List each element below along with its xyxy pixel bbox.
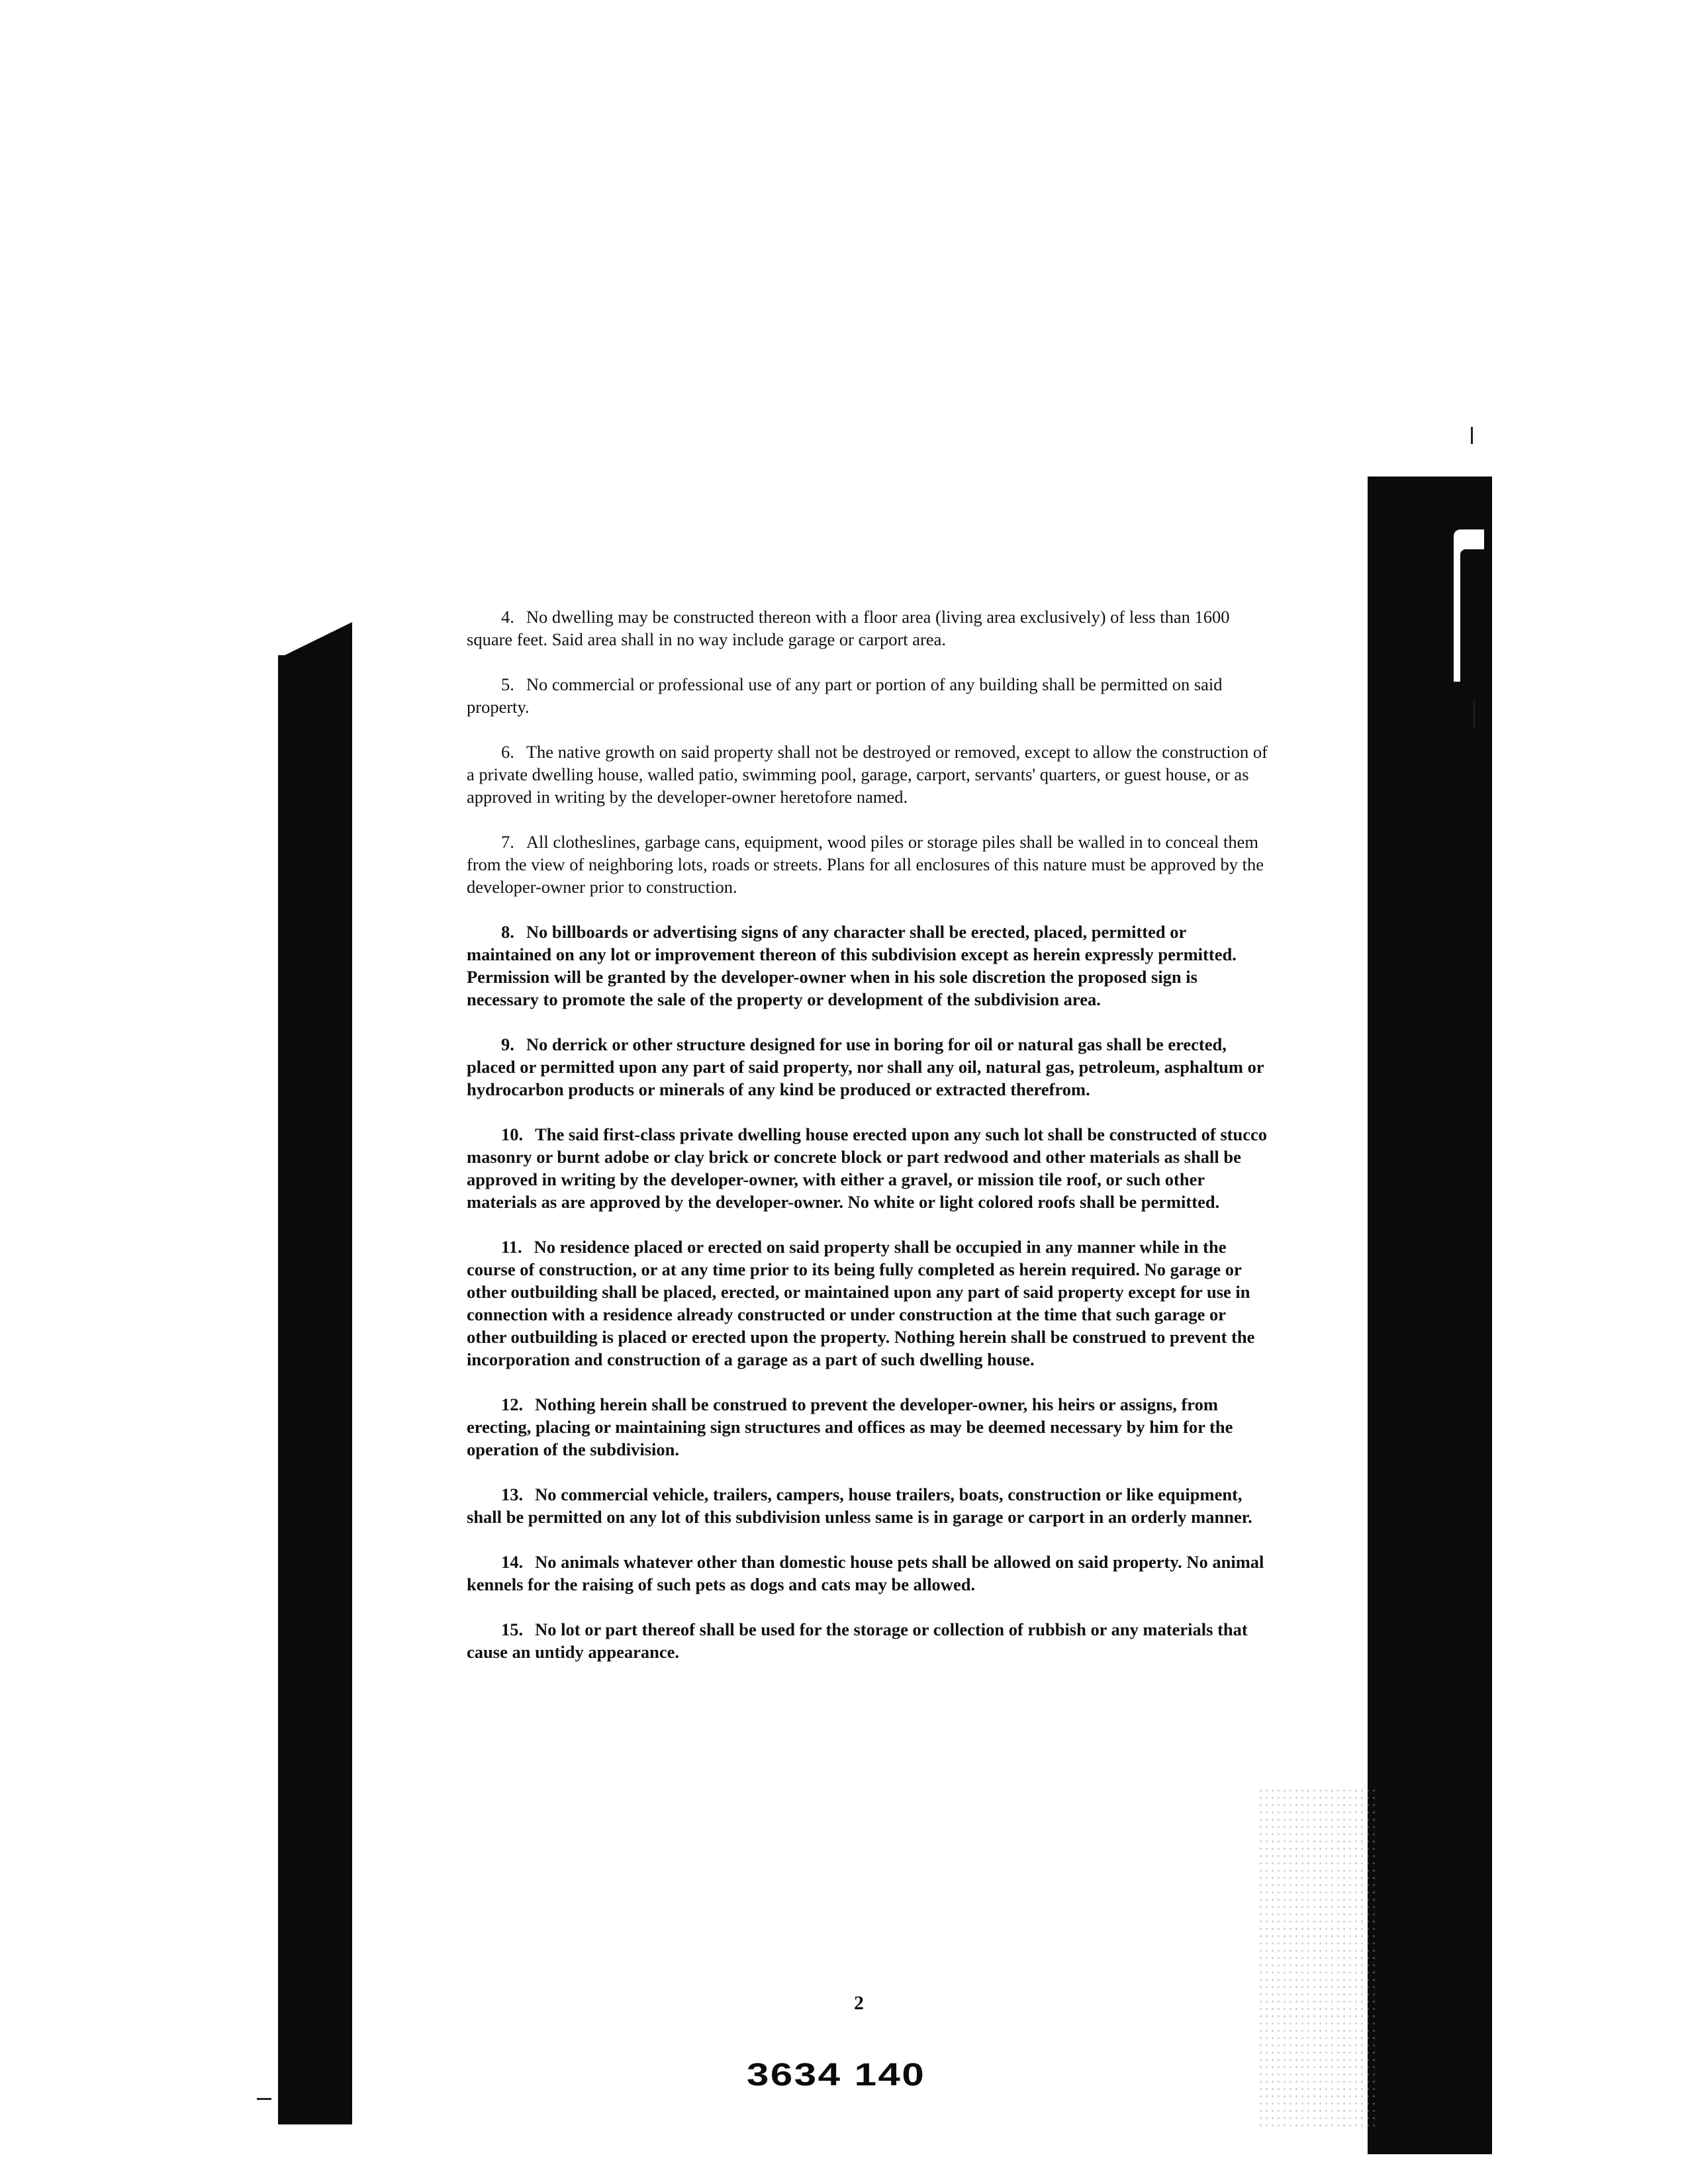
paragraph-text: No commercial or professional use of any part or portion of any building shall be permitted on said property. (467, 674, 1223, 717)
paragraph-number: 13. (501, 1484, 524, 1504)
scan-border-left-cap (278, 622, 352, 659)
paragraph-5 (467, 673, 1268, 718)
paragraph-4 (467, 606, 1268, 651)
paragraph-number: 10. (501, 1124, 524, 1144)
recording-stamp: 3634 140 (747, 2058, 926, 2093)
paragraph-text: No lot or part thereof shall be used for the storage or collection of rubbish or any materials that cause an untidy appearance. (467, 1619, 1248, 1662)
paragraph-text: All clotheslines, garbage cans, equipment, wood piles or storage piles shall be walled in to conceal them from the view of neighboring lots, roads or streets. Plans for all enclosures of this nature must be approved by the developer-owner prior to construction. (467, 832, 1264, 897)
paragraph-13 (467, 1483, 1268, 1528)
paragraph-number: 15. (501, 1619, 524, 1639)
paragraph-number: 9. (501, 1034, 514, 1054)
paragraph-text: The native growth on said property shall not be destroyed or removed, except to allow the construction of a private dwelling house, walled patio, swimming pool, garage, carport, servants' quarters, or guest house, or as approved in writing by the developer-owner heretofore named. (467, 742, 1268, 807)
paragraph-7 (467, 831, 1268, 898)
scan-border-notch-inner (1460, 549, 1484, 682)
paragraph-6 (467, 741, 1268, 808)
paragraph-number: 4. (501, 607, 514, 627)
paragraph-8 (467, 921, 1268, 1011)
scan-border-right (1368, 477, 1492, 2154)
scan-mark (1474, 702, 1475, 728)
scan-mark (1471, 427, 1473, 444)
paragraph-number: 14. (501, 1552, 524, 1572)
paragraph-number: 12. (501, 1394, 524, 1414)
paragraph-text: The said first-class private dwelling house erected upon any such lot shall be constructed of stucco masonry or burnt adobe or clay brick or concrete block or part redwood and other materials as shall be approved in writing by the developer-owner, with either a gravel, or mission tile roof, or such other materials as are approved by the developer-owner. No white or light colored roofs shall be permitted. (467, 1124, 1268, 1212)
paragraph-9 (467, 1033, 1268, 1101)
paragraph-text: No billboards or advertising signs of any character shall be erected, placed, permitted or maintained on any lot or improvement thereon of this subdivision except as herein expressly permitted. Permission will be granted by the developer-owner when in his sole discretion the proposed sign is necessary to promote the sale of the property or development of the subdivision area. (467, 922, 1237, 1009)
paragraph-10 (467, 1123, 1268, 1213)
paragraph-text: No dwelling may be constructed thereon with a floor area (living area exclusively) of less than 1600 square feet. Said area shall in no way include garage or carport area. (467, 607, 1230, 649)
paragraph-text: No commercial vehicle, trailers, campers, house trailers, boats, construction or like equipment, shall be permitted on any lot of this subdivision unless same is in garage or carport in an orderly manner. (467, 1484, 1252, 1527)
paragraph-number: 11. (501, 1237, 522, 1257)
paragraph-number: 8. (501, 922, 514, 942)
paragraph-12 (467, 1393, 1268, 1461)
paragraph-number: 6. (501, 742, 514, 762)
covenant-text (467, 606, 1268, 1686)
paragraph-text: No animals whatever other than domestic house pets shall be allowed on said property. No animal kennels for the raising of such pets as dogs and cats may be allowed. (467, 1552, 1264, 1594)
scan-border-left (278, 655, 352, 2124)
paragraph-number: 5. (501, 674, 514, 694)
scan-noise (1258, 1787, 1377, 2131)
paragraph-15 (467, 1618, 1268, 1663)
paragraph-text: No residence placed or erected on said property shall be occupied in any manner while in the course of construction, or at any time prior to its being fully completed as herein required. No garage or other outbuilding shall be placed, erected, or maintained upon any part of said property except for use in connection with a residence already constructed or under construction at the time that such garage or other outbuilding is placed or erected upon the property. Nothing herein shall be construed to prevent the incorporation and construction of a garage as a part of such dwelling house. (467, 1237, 1255, 1369)
paragraph-text: Nothing herein shall be construed to prevent the developer-owner, his heirs or assigns, from erecting, placing or maintaining sign structures and offices as may be deemed necessary by him for the operation of the subdivision. (467, 1394, 1233, 1459)
page-number: 2 (854, 1992, 864, 2014)
scan-mark (257, 2098, 271, 2100)
paragraph-11 (467, 1236, 1268, 1371)
paragraph-number: 7. (501, 832, 514, 852)
paragraph-text: No derrick or other structure designed for use in boring for oil or natural gas shall be erected, placed or permitted upon any part of said property, nor shall any oil, natural gas, petroleum, asphaltum or hydrocarbon products or minerals of any kind be produced or extracted therefrom. (467, 1034, 1264, 1099)
paragraph-14 (467, 1551, 1268, 1596)
